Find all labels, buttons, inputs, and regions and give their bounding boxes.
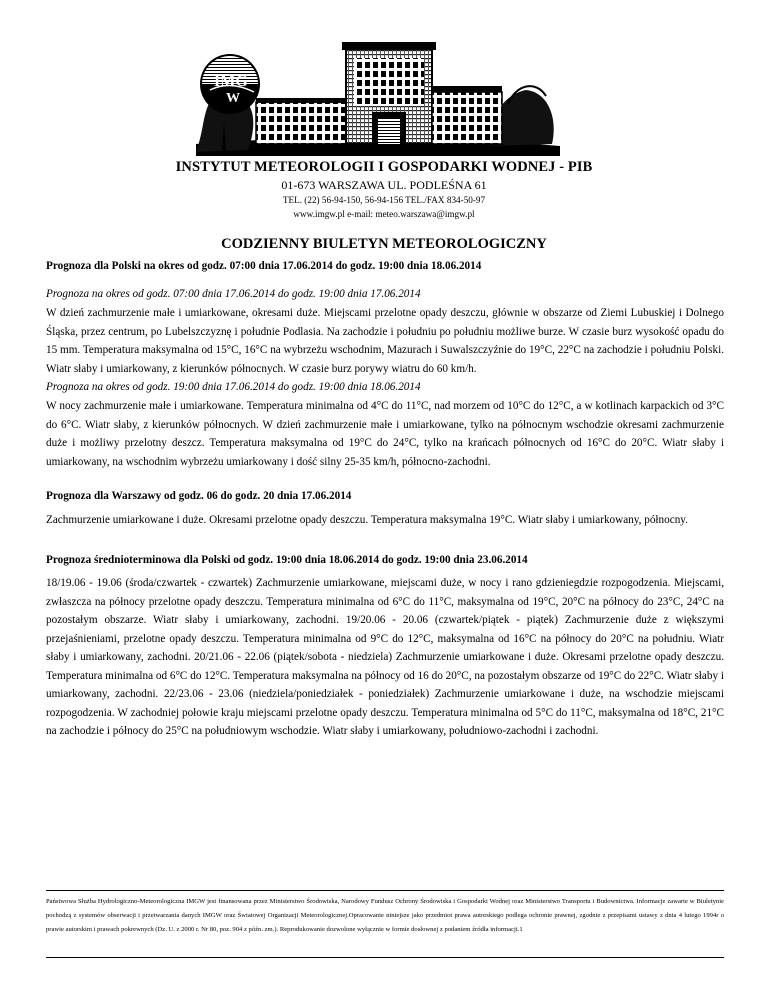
warsaw-heading: Prognoza dla Warszawy od godz. 06 do godz. 20 dnia 17.06.2014: [46, 490, 352, 502]
institute-name: INSTYTUT METEOROLOGII I GOSPODARKI WODNEJ - PIB: [175, 159, 593, 175]
bulletin-title: CODZIENNY BIULETYN METEOROLOGICZNY: [221, 236, 547, 252]
footer-divider-top: [46, 890, 724, 891]
svg-text:W: W: [226, 91, 240, 106]
medium-range-text: 18/19.06 - 19.06 (środa/czwartek - czwartek) Zachmurzenie umiarkowane, miejscami duże, w nocy i rano gdzieniegdzie rozpogodzenia. Miejscami, zwłaszcza na północy przelotne opady deszczu. Temperatura minimalna od 6°C do 11°C, maksymalna od 19°C, 20°C na północy do 23°C, 24°C na pozostałym obszarze. Wiatr słaby i umiarkowany, zachodni. 19/20.06 - 20.06 (czwartek/piątek - piątek) Zachmurzenie duże z większymi przejaśnieniami, przelotne opady deszczu. Temperatura minimalna od 9°C do 12°C, maksymalna od 16°C na północy do 20°C na południu. Wiatr słaby i umiarkowany, zachodni. 20/21.06 - 22.06 (piątek/sobota - niedziela) Zachmurzenie umiarkowane i duże. Okresami przelotne opady deszczu. Temperatura minimalna od 6°C do 12°C. Temperatura maksymalna na północy od 16 do 20°C, na pozostałym obszarze od 19°C do 22°C. Wiatr słaby i umiarkowany, zachodni. 22/23.06 - 23.06 (niedziela/poniedziałek - poniedziałek) Zachmurzenie umiarkowane i duże, na wschodzie miejscami rozpogodzenia. W zachodniej połowie kraju miejscami przelotne opady deszczu. Temperatura minimalna od 5°C do 11°C, maksymalna od 18°C, 21°C na zachodzie i północy do 25°C na południowym wschodzie. Wiatr słaby i umiarkowany, południowo-zachodni i zachodni.: [46, 577, 724, 737]
medium-range-heading: Prognoza średnioterminowa dla Polski od godz. 19:00 dnia 18.06.2014 do godz. 19:00 dnia 23.06.2014: [46, 554, 528, 566]
period1-label: Prognoza na okres od godz. 07:00 dnia 17.06.2014 do godz. 19:00 dnia 17.06.2014: [46, 288, 421, 300]
period2-text: W nocy zachmurzenie małe i umiarkowane. Temperatura minimalna od 4°C do 11°C, nad morzem od 10°C do 12°C, a w kotlinach karpackich od 3°C do 6°C. Wiatr słaby, z kierunków północnych. W dzień zachmurzenie małe i umiarkowane, tylko na północnym wschodzie okresami zachmurzenie duże i możliwy przelotny deszcz. Temperatura maksymalna od 19°C do 24°C, tylko na krańcach północnych od 16°C do 20°C. Wiatr słaby i umiarkowany, na wschodnim wybrzeżu umiarkowany i dość silny 25-35 km/h, północno-zachodni.: [46, 400, 724, 468]
period2-label: Prognoza na okres od godz. 19:00 dnia 17.06.2014 do godz. 19:00 dnia 18.06.2014: [46, 381, 421, 393]
institute-address: 01-673 WARSZAWA UL. PODLEŚNA 61: [281, 178, 487, 192]
footer-legal-notice: Państwowa Służba Hydrologiczno-Meteorologiczna IMGW jest finansowana przez Ministerstwo Środowiska, Narodowy Fundusz Ochrony Środowiska i Gospodarki Wodnej oraz Ministerstwo Transportu i Budownictwa. Informacje zawarte w Biuletynie pochodzą z systemów obserwacji i przetwarzania danych IMGW oraz Światowej Organizacji Meteorologicznej.Opracowanie niniejsze jako przedmiot prawa autorskiego podlega ochronie prawnej, zgodnie z przepisami ustawy z dnia 4 lutego 1994r o prawie autorskim i prawach pokrewnych (Dz. U. z 2000 r. Nr 80, poz. 904 z późn. zm.). Reprodukowanie dozwolone wyłącznie w formie dosłownej z podaniem źródła informacji.1: [46, 898, 724, 933]
footer-divider-bottom: [46, 957, 724, 958]
warsaw-text: Zachmurzenie umiarkowane i duże. Okresami przelotne opady deszczu. Temperatura maksymalna 19°C. Wiatr słaby i umiarkowany, północny.: [46, 514, 688, 526]
forecast-poland-heading: Prognoza dla Polski na okres od godz. 07:00 dnia 17.06.2014 do godz. 19:00 dnia 18.06.2014: [46, 260, 482, 272]
imgw-building-logo: [196, 34, 560, 156]
institute-web-email: www.imgw.pl e-mail: meteo.warszawa@imgw.pl: [293, 209, 475, 219]
svg-text:IMG: IMG: [214, 73, 248, 90]
institute-phones: TEL. (22) 56-94-150, 56-94-156 TEL./FAX 834-50-97: [282, 195, 486, 205]
period1-text: W dzień zachmurzenie małe i umiarkowane, okresami duże. Miejscami przelotne opady deszczu, głównie w obszarze od Ziemi Lubuskiej i Dolnego Śląska, przez centrum, po Lubelszczyznę i południe Podlasia. Na zachodzie i południu po południu możliwe burze. W czasie burz wysokość opadu do 15 mm. Temperatura maksymalna od 15°C, 16°C na wybrzeżu wschodnim, Mazurach i Suwalszczyźnie do 19°C, 22°C na zachodzie i południu Polski. Wiatr słaby i umiarkowany, z kierunków północnych. W czasie burz porywy wiatru do 60 km/h.: [46, 307, 724, 375]
